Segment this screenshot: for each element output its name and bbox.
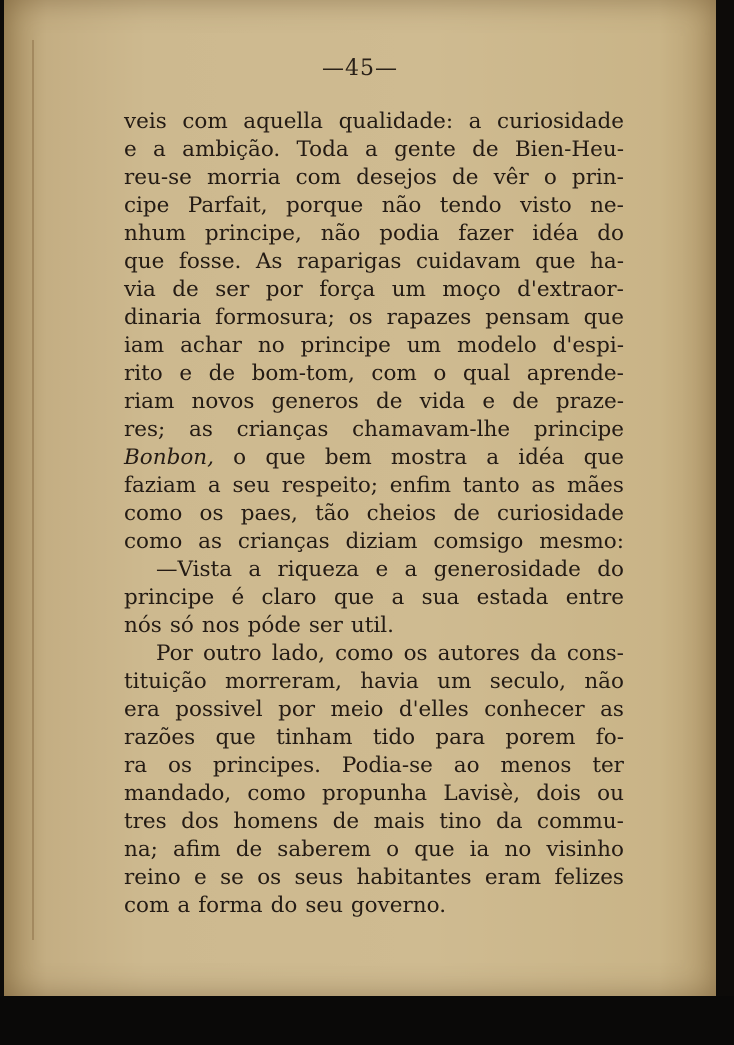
word: principe, [204, 221, 302, 246]
text-line [124, 612, 624, 640]
word: gente [394, 137, 456, 162]
word: não [381, 193, 422, 218]
word: generosidade [433, 557, 581, 582]
word: Podia-se [341, 753, 433, 778]
word: paes, [240, 501, 298, 526]
word: homens [233, 809, 319, 834]
text-line [124, 192, 624, 220]
word: reino [124, 865, 181, 890]
word: de [172, 277, 199, 302]
word: porem [505, 725, 576, 750]
word: comsigo [433, 529, 524, 554]
text-line [124, 164, 624, 192]
word: tendo [439, 193, 502, 218]
word: tanto [462, 473, 520, 498]
word: os [168, 753, 192, 778]
word: que [124, 249, 165, 274]
word: sua [421, 585, 460, 610]
word: a [248, 557, 262, 582]
word: os [199, 501, 224, 526]
word: ia [469, 837, 490, 862]
word: ra [124, 753, 148, 778]
word: as [531, 473, 556, 498]
word: tido [372, 725, 416, 750]
text-line [124, 640, 624, 668]
word: com [182, 109, 228, 134]
word: chamavam-lhe [352, 417, 511, 442]
word: curiosidade [497, 109, 624, 134]
word: possivel [175, 697, 263, 722]
word: novos [191, 389, 255, 414]
word: de [453, 501, 480, 526]
word: os [257, 865, 282, 890]
word: util. [350, 613, 394, 638]
text-line [124, 416, 624, 444]
word: generos [271, 389, 359, 414]
word: como [247, 781, 306, 806]
word: principe [300, 333, 391, 358]
word: tituição [124, 669, 207, 694]
word: bom-tom, [251, 361, 355, 386]
word: vida [419, 389, 466, 414]
word: que [583, 305, 624, 330]
word: não [584, 669, 624, 694]
word: dinaria [124, 305, 202, 330]
word: outro [202, 641, 262, 666]
word: dos [181, 809, 219, 834]
word: veis [124, 109, 167, 134]
word: d'extraor- [517, 277, 624, 302]
word: d'espi- [552, 333, 624, 358]
word: Bonbon, [124, 445, 214, 470]
word: tão [315, 501, 350, 526]
word: dois [536, 781, 581, 806]
word: como [124, 529, 183, 554]
word: lado, [271, 641, 325, 666]
word: cuidavam [415, 249, 521, 274]
text-line [124, 136, 624, 164]
word: modelo [457, 333, 537, 358]
text-line [124, 892, 624, 920]
word: do [270, 893, 298, 918]
text-line [124, 220, 624, 248]
text-line [124, 556, 624, 584]
word: eram [484, 865, 542, 890]
word: um [437, 669, 472, 694]
word: praze- [555, 389, 624, 414]
word: faziam [124, 473, 197, 498]
word: —Vista [156, 557, 233, 582]
word: autores [437, 641, 520, 666]
word: que [535, 249, 576, 274]
word: por [265, 277, 303, 302]
word: rito [124, 361, 163, 386]
word: tres [124, 809, 167, 834]
word: se [220, 865, 244, 890]
word: felizes [554, 865, 624, 890]
word: nós [124, 613, 162, 638]
text-line [124, 276, 624, 304]
word: a [391, 585, 405, 610]
word: para [435, 725, 486, 750]
word: nos [201, 613, 240, 638]
word: Parfait, [187, 193, 268, 218]
word: era [124, 697, 160, 722]
word: entre [565, 585, 624, 610]
word: visinho [546, 837, 624, 862]
word: a [486, 445, 500, 470]
word: enfim [389, 473, 452, 498]
word: de [512, 389, 539, 414]
word: no [504, 837, 532, 862]
word: ser [308, 613, 343, 638]
text-line [124, 752, 624, 780]
word: da [530, 641, 557, 666]
text-line [124, 304, 624, 332]
word: crianças [237, 529, 330, 554]
word: Bien-Heu- [514, 137, 624, 162]
word: diziam [345, 529, 418, 554]
word: os [403, 641, 428, 666]
word: de [235, 837, 263, 862]
text-line [124, 584, 624, 612]
word: riam [124, 389, 175, 414]
word: o [433, 361, 447, 386]
word: a [365, 137, 378, 162]
word: qual [462, 361, 511, 386]
word: tino [439, 809, 482, 834]
word: do [597, 557, 624, 582]
text-line [124, 472, 624, 500]
text-line [124, 108, 624, 136]
word: morreram, [225, 669, 342, 694]
word: de [208, 361, 236, 386]
word: mandado, [124, 781, 232, 806]
word: a [468, 109, 482, 134]
word: força [319, 277, 376, 302]
word: por [278, 697, 316, 722]
word: a [177, 893, 191, 918]
word: seus [294, 865, 344, 890]
word: que [583, 445, 624, 470]
word: d'elles [398, 697, 469, 722]
word: menos [500, 753, 572, 778]
text-line [124, 836, 624, 864]
word: aquella [243, 109, 324, 134]
word: nhum [124, 221, 186, 246]
word: um [391, 277, 426, 302]
word: que [333, 585, 375, 610]
word: o [543, 165, 557, 190]
word: ou [597, 781, 624, 806]
word: que [414, 837, 455, 862]
word: de [375, 389, 403, 414]
word: crianças [236, 417, 329, 442]
word: raparigas [296, 249, 402, 274]
word: no [257, 333, 285, 358]
word: res; [124, 417, 166, 442]
word: afim [173, 837, 221, 862]
word: Lavisè, [443, 781, 521, 806]
word: com [124, 893, 170, 918]
word: a [404, 557, 418, 582]
word: desejos [356, 165, 437, 190]
word: morria [206, 165, 281, 190]
word: aprende- [526, 361, 624, 386]
word: seu [305, 893, 343, 918]
word: As [255, 249, 283, 274]
word: reu-se [124, 165, 192, 190]
word: as [189, 417, 213, 442]
text-line [124, 696, 624, 724]
word: com [295, 165, 341, 190]
word: o [386, 837, 400, 862]
word: porque [285, 193, 364, 218]
word: ao [453, 753, 480, 778]
word: seculo, [489, 669, 566, 694]
word: achar [180, 333, 242, 358]
word: propunha [321, 781, 428, 806]
word: ser [215, 277, 250, 302]
word: cipe [124, 193, 170, 218]
word: como [335, 641, 394, 666]
word: idéa [518, 445, 565, 470]
word: saberem [277, 837, 372, 862]
text-line [124, 500, 624, 528]
book-page [4, 0, 716, 996]
word: principes. [212, 753, 321, 778]
word: um [406, 333, 442, 358]
word: mães [566, 473, 624, 498]
text-line [124, 808, 624, 836]
word: mesmo: [539, 529, 624, 554]
word: o [233, 445, 247, 470]
word: qualidade: [338, 109, 454, 134]
text-line [124, 332, 624, 360]
word: via [124, 277, 156, 302]
word: habitantes [356, 865, 472, 890]
word: os [348, 305, 373, 330]
word: razões [124, 725, 196, 750]
word: na; [124, 837, 158, 862]
word: ambição. [182, 137, 281, 162]
word: como [124, 501, 183, 526]
word: visto [520, 193, 572, 218]
page-number: —45— [322, 56, 398, 81]
word: vêr [493, 165, 529, 190]
word: de [452, 165, 479, 190]
word: que [215, 725, 256, 750]
word: e [179, 361, 193, 386]
word: commu- [537, 809, 624, 834]
text-line [124, 248, 624, 276]
text-line [124, 864, 624, 892]
word: ter [592, 753, 624, 778]
text-line [124, 444, 624, 472]
word: cons- [566, 641, 624, 666]
word: seu [232, 473, 271, 498]
word: é [231, 585, 245, 610]
word: meio [330, 697, 384, 722]
word: póde [247, 613, 301, 638]
word: cheios [366, 501, 437, 526]
word: pensam [485, 305, 570, 330]
scan-background [0, 996, 734, 1045]
word: a [153, 137, 166, 162]
word: principe [533, 417, 624, 442]
word: de [472, 137, 499, 162]
word: as [198, 529, 223, 554]
word: a [207, 473, 221, 498]
word: prin- [571, 165, 624, 190]
word: curiosidade [497, 501, 624, 526]
word: não [320, 221, 361, 246]
word: ne- [590, 193, 624, 218]
word: iam [124, 333, 165, 358]
text-line [124, 360, 624, 388]
text-line [124, 668, 624, 696]
word: mostra [390, 445, 468, 470]
word: havia [360, 669, 419, 694]
word: riqueza [277, 557, 360, 582]
word: que [265, 445, 306, 470]
word: e [375, 557, 389, 582]
word: Por [156, 641, 193, 666]
word: tinham [276, 725, 353, 750]
word: do [597, 221, 624, 246]
word: só [169, 613, 194, 638]
word: e [124, 137, 137, 162]
word: claro [261, 585, 317, 610]
word: moço [442, 277, 501, 302]
word: formosura; [215, 305, 335, 330]
word: da [495, 809, 523, 834]
word: ha- [590, 249, 624, 274]
word: forma [198, 893, 263, 918]
body-text [124, 108, 624, 920]
word: Toda [296, 137, 349, 162]
word: as [600, 697, 624, 722]
word: mais [373, 809, 425, 834]
word: respeito; [281, 473, 379, 498]
word: com [371, 361, 417, 386]
word: conhecer [484, 697, 585, 722]
word: idéa [532, 221, 579, 246]
word: fazer [458, 221, 514, 246]
text-line [124, 388, 624, 416]
word: e [482, 389, 496, 414]
text-line [124, 528, 624, 556]
text-line [124, 724, 624, 752]
text-line [124, 780, 624, 808]
word: bem [324, 445, 372, 470]
word: rapazes [386, 305, 472, 330]
word: podia [379, 221, 440, 246]
word: e [194, 865, 207, 890]
word: fo- [595, 725, 624, 750]
word: fosse. [178, 249, 242, 274]
word: estada [476, 585, 549, 610]
word: de [332, 809, 360, 834]
word: principe [124, 585, 215, 610]
word: governo. [350, 893, 447, 918]
